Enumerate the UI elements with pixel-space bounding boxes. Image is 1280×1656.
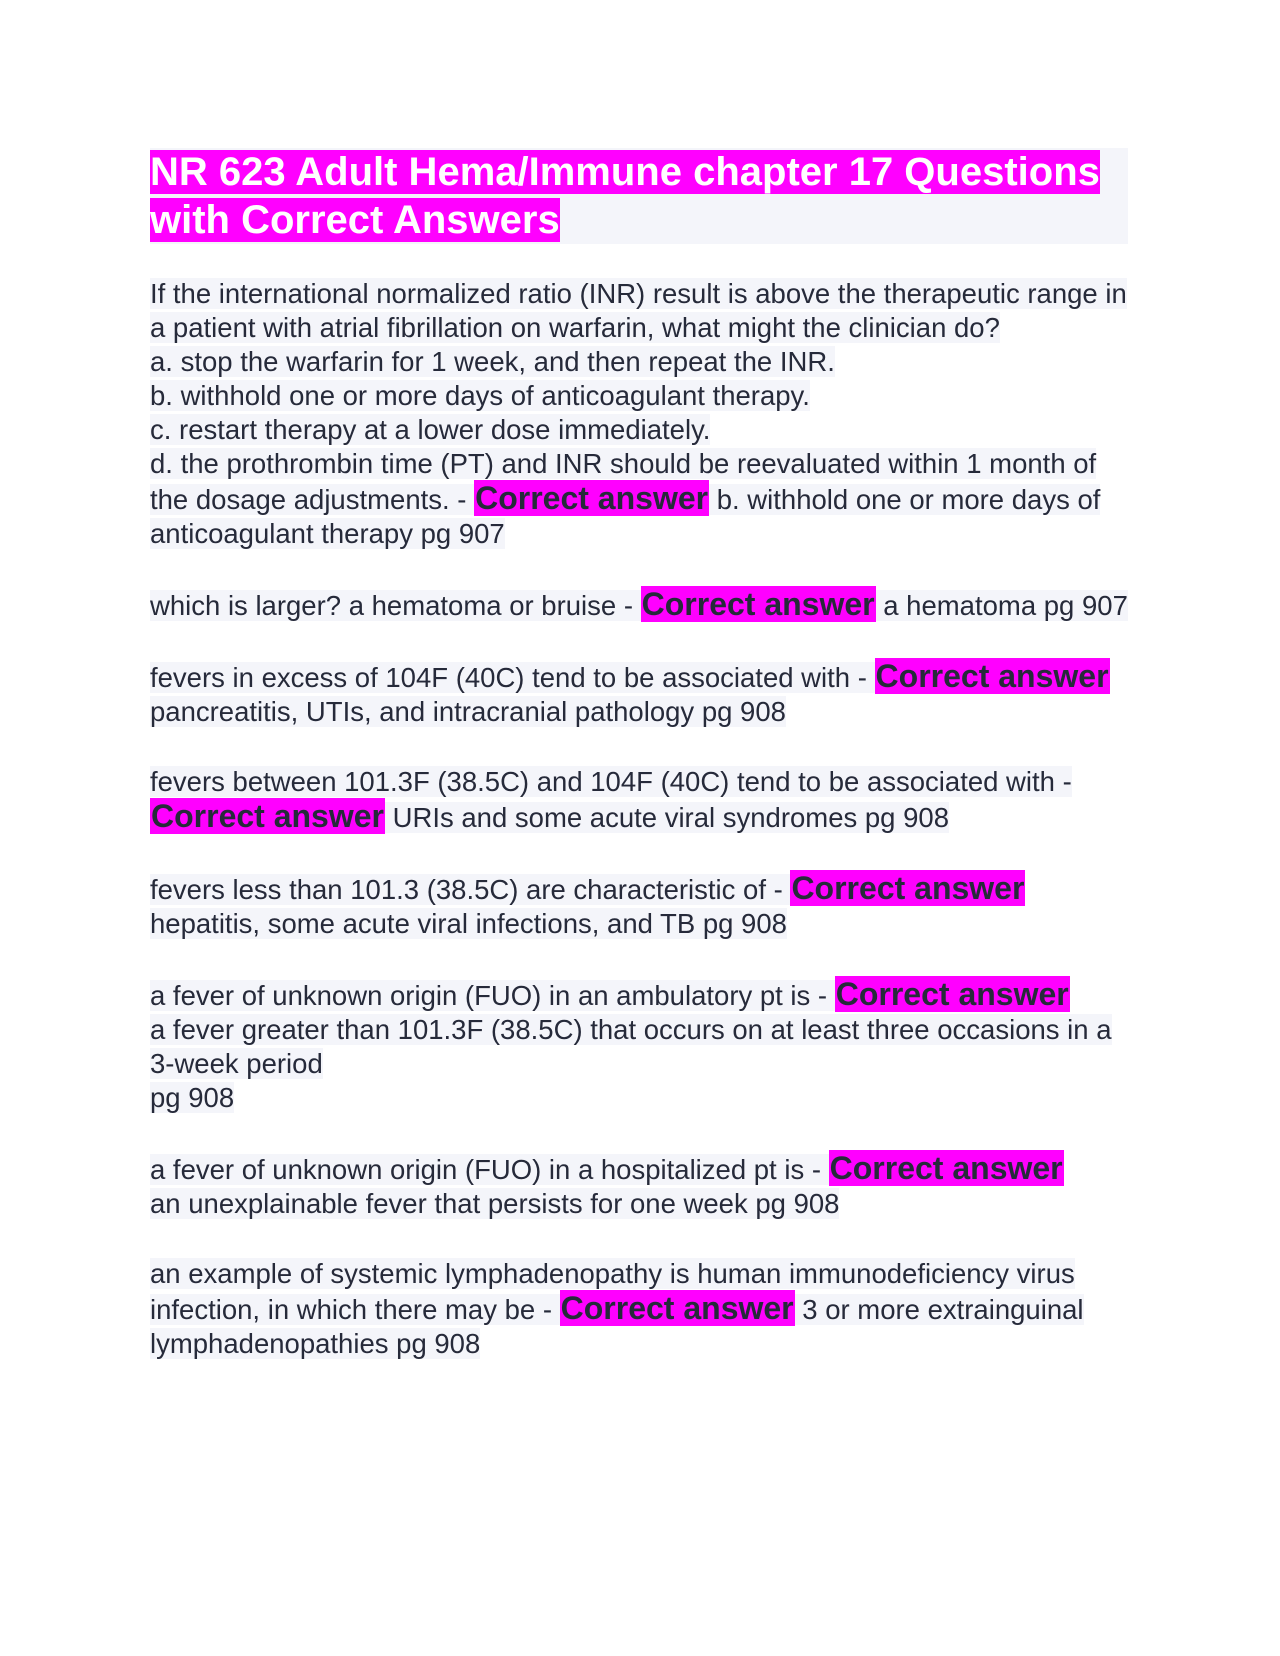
answer-text: a hematoma pg 907 [875, 590, 1128, 621]
answer-text: an unexplainable fever that persists for one week pg 908 [150, 1188, 840, 1219]
question-text: an example of systemic lymphadenopathy is human immunodeficiency virus infection, in which there may be - [150, 1258, 1075, 1325]
correct-answer-label: Correct answer [835, 976, 1069, 1012]
question-text: fevers between 101.3F (38.5C) and 104F (40C) tend to be associated with - [150, 766, 1072, 797]
question-text: fevers less than 101.3 (38.5C) are characteristic of - [150, 874, 791, 905]
qa-item [150, 277, 1128, 551]
question-text: which is larger? a hematoma or bruise - [150, 590, 641, 621]
qa-item [150, 977, 1128, 1115]
answer-text: a fever greater than 101.3F (38.5C) that occurs on at least three occasions in a 3-week period pg 908 [150, 1014, 1112, 1113]
qa-item [150, 587, 1128, 623]
correct-answer-label: Correct answer [560, 1290, 794, 1326]
document-title-block [150, 148, 1128, 244]
qa-item [150, 1257, 1128, 1361]
qa-item [150, 659, 1128, 729]
question-text: a fever of unknown origin (FUO) in an ambulatory pt is - [150, 980, 835, 1011]
question-text: If the international normalized ratio (INR) result is above the therapeutic range in a patient with atrial fibrillation on warfarin, what might the clinician do? a. stop the warfarin for 1 week, and then repeat the INR. b. withhold one or more days of anticoagulant therapy. c. restart therapy at a lower dose immediately. d. the prothrombin time (PT) and INR should be reevaluated within 1 month of the dosage adjustments. - [150, 278, 1127, 515]
answer-text: b. withhold one or more days of anticoagulant therapy pg 907 [150, 484, 1101, 549]
correct-answer-label: Correct answer [875, 658, 1109, 694]
answer-text: 3 or more extrainguinal lymphadenopathies pg 908 [150, 1294, 1084, 1359]
correct-answer-label: Correct answer [151, 798, 384, 834]
qa-list [150, 277, 1128, 1361]
qa-item [150, 1151, 1128, 1221]
question-text: a fever of unknown origin (FUO) in a hospitalized pt is - [150, 1154, 829, 1185]
correct-answer-label: Correct answer [641, 586, 875, 622]
question-text: fevers in excess of 104F (40C) tend to be associated with - [150, 662, 875, 693]
document-title: NR 623 Adult Hema/Immune chapter 17 Questions with Correct Answers [150, 150, 1100, 242]
correct-answer-label: Correct answer [791, 870, 1025, 906]
answer-text: pancreatitis, UTIs, and intracranial pathology pg 908 [150, 696, 786, 727]
qa-item [150, 871, 1128, 941]
correct-answer-label: Correct answer [475, 480, 709, 516]
document-page [150, 148, 1128, 1397]
qa-item [150, 765, 1128, 835]
correct-answer-label: Correct answer [829, 1150, 1063, 1186]
answer-text: URIs and some acute viral syndromes pg 908 [384, 802, 950, 833]
answer-text: hepatitis, some acute viral infections, and TB pg 908 [150, 908, 787, 939]
